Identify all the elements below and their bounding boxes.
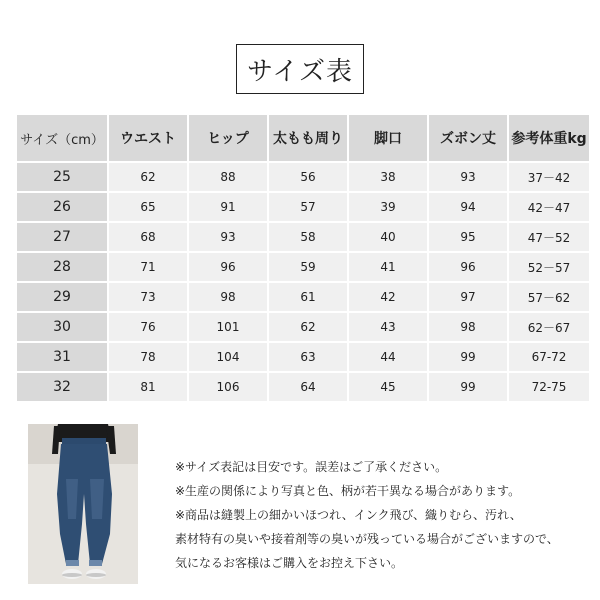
table-cell: 88 — [189, 163, 267, 191]
table-cell: 99 — [429, 343, 507, 371]
table-cell: 58 — [269, 223, 347, 251]
column-header-hip: ヒップ — [189, 115, 267, 161]
table-cell: 41 — [349, 253, 427, 281]
table-cell: 81 — [109, 373, 187, 401]
table-cell: 42 — [349, 283, 427, 311]
table-cell: 67-72 — [509, 343, 589, 371]
table-cell: 38 — [349, 163, 427, 191]
size-cell: 27 — [17, 223, 107, 251]
table-header-row — [17, 115, 589, 161]
table-cell: 44 — [349, 343, 427, 371]
table-cell: 62 — [109, 163, 187, 191]
table-cell: 93 — [189, 223, 267, 251]
table-cell: 91 — [189, 193, 267, 221]
size-cell: 30 — [17, 313, 107, 341]
table-cell: 73 — [109, 283, 187, 311]
table-cell: 72-75 — [509, 373, 589, 401]
table-cell: 62 — [269, 313, 347, 341]
column-header-size: サイズ（cm） — [17, 115, 107, 161]
table-row — [17, 313, 589, 341]
table-cell: 71 — [109, 253, 187, 281]
size-cell: 29 — [17, 283, 107, 311]
size-cell: 28 — [17, 253, 107, 281]
table-cell: 106 — [189, 373, 267, 401]
table-cell: 98 — [189, 283, 267, 311]
note-line: ※サイズ表記は目安です。誤差はご了承ください。 — [175, 460, 448, 474]
table-cell: 57－62 — [509, 283, 589, 311]
column-header-hem: 脚口 — [349, 115, 427, 161]
table-cell: 61 — [269, 283, 347, 311]
table-cell: 93 — [429, 163, 507, 191]
table-cell: 62－67 — [509, 313, 589, 341]
table-cell: 76 — [109, 313, 187, 341]
table-cell: 68 — [109, 223, 187, 251]
table-row — [17, 253, 589, 281]
table-row — [17, 283, 589, 311]
table-cell: 101 — [189, 313, 267, 341]
table-row — [17, 193, 589, 221]
table-cell: 96 — [429, 253, 507, 281]
table-row — [17, 343, 589, 371]
table-cell: 43 — [349, 313, 427, 341]
column-header-waist: ウエスト — [109, 115, 187, 161]
product-photo — [28, 424, 138, 584]
table-cell: 98 — [429, 313, 507, 341]
table-cell: 63 — [269, 343, 347, 371]
table-cell: 42－47 — [509, 193, 589, 221]
table-cell: 37－42 — [509, 163, 589, 191]
table-cell: 95 — [429, 223, 507, 251]
size-cell: 31 — [17, 343, 107, 371]
table-cell: 47－52 — [509, 223, 589, 251]
jeans-model-image — [28, 424, 138, 584]
table-cell: 96 — [189, 253, 267, 281]
table-cell: 39 — [349, 193, 427, 221]
table-row — [17, 163, 589, 191]
table-cell: 45 — [349, 373, 427, 401]
note-line: ※商品は縫製上の細かいほつれ、インク飛び、織りむら、汚れ、 — [175, 508, 522, 522]
table-body — [17, 163, 589, 401]
table-row — [17, 223, 589, 251]
column-header-length: ズボン丈 — [429, 115, 507, 161]
table-cell: 78 — [109, 343, 187, 371]
table-cell: 64 — [269, 373, 347, 401]
table-cell: 97 — [429, 283, 507, 311]
note-line: 気になるお客様はご購入をお控え下さい。 — [175, 556, 404, 570]
table-row — [17, 373, 589, 401]
size-cell: 25 — [17, 163, 107, 191]
page-title: サイズ表 — [236, 44, 364, 94]
column-header-thigh: 太もも周り — [269, 115, 347, 161]
note-line: 素材特有の臭いや接着剤等の臭いが残っている場合がございますので、 — [175, 532, 559, 546]
table-cell: 56 — [269, 163, 347, 191]
size-table — [15, 113, 591, 403]
table-cell: 40 — [349, 223, 427, 251]
size-cell: 32 — [17, 373, 107, 401]
table-cell: 104 — [189, 343, 267, 371]
note-line: ※生産の関係により写真と色、柄が若干異なる場合があります。 — [175, 484, 521, 498]
table-cell: 59 — [269, 253, 347, 281]
table-cell: 99 — [429, 373, 507, 401]
column-header-weight: 参考体重kg — [509, 115, 589, 161]
notes-section — [175, 455, 590, 575]
table-cell: 94 — [429, 193, 507, 221]
table-cell: 65 — [109, 193, 187, 221]
size-cell: 26 — [17, 193, 107, 221]
table-cell: 52－57 — [509, 253, 589, 281]
table-cell: 57 — [269, 193, 347, 221]
